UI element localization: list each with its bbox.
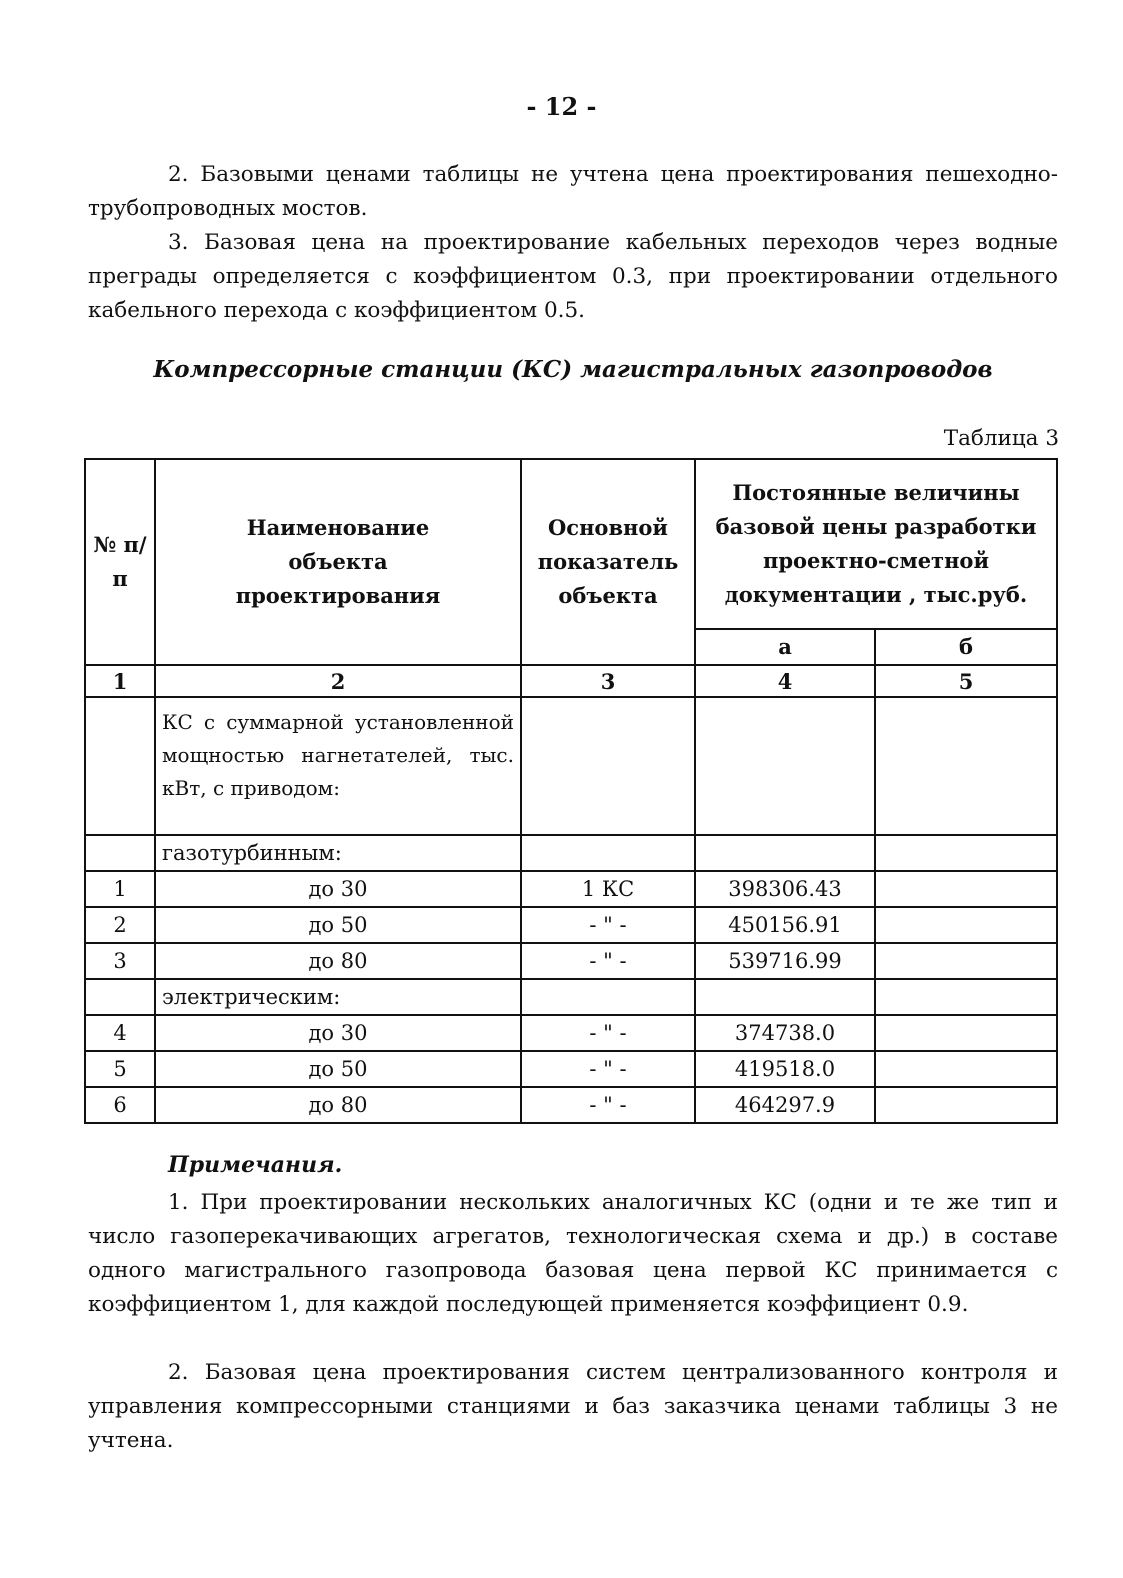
row-indicator: - " - [521, 1087, 695, 1123]
row-indicator: 1 КС [521, 871, 695, 907]
notes-title: Примечания. [168, 1152, 343, 1178]
row-value-b [875, 1051, 1057, 1087]
table-row [85, 943, 1057, 979]
table-row [85, 1015, 1057, 1051]
row-indicator: - " - [521, 943, 695, 979]
row-indicator: - " - [521, 907, 695, 943]
page-number: - 12 - [526, 92, 597, 121]
table-row [85, 907, 1057, 943]
group-label-row [85, 835, 1057, 871]
row-number: 5 [85, 1051, 155, 1087]
row-value-a: 374738.0 [695, 1015, 875, 1051]
price-table [84, 458, 1058, 1124]
row-value-a: 419518.0 [695, 1051, 875, 1087]
table-header-row [85, 459, 1057, 629]
header-number: № п/п [85, 459, 155, 665]
column-numbers-row [85, 665, 1057, 697]
table-row [85, 1087, 1057, 1123]
header-indicator: Основной показатель объекта [521, 459, 695, 665]
row-value-b [875, 1087, 1057, 1123]
row-name: до 30 [155, 1015, 521, 1051]
note-item-1: 1. При проектировании нескольких аналогичных КС (одни и те же тип и число газоперекачивающих агрегатов, технологическая схема и др.) в составе одного магистрального газопровода базовая цена первой КС принимается с коэффициентом 1, для каждой последующей применяется коэффициент 0.9. [88, 1190, 1058, 1317]
row-number: 2 [85, 907, 155, 943]
row-number: 6 [85, 1087, 155, 1123]
row-name: до 50 [155, 907, 521, 943]
table-row [85, 871, 1057, 907]
column-number: 5 [875, 665, 1057, 697]
row-indicator: - " - [521, 1051, 695, 1087]
group-label: электрическим: [155, 979, 521, 1015]
table-row [85, 1051, 1057, 1087]
paragraph-note-3: 3. Базовая цена на проектирование кабельных переходов через водные преграды определяется с коэффициентом 0.3, при проектировании отдельного кабельного перехода с коэффициентом 0.5. [88, 230, 1058, 323]
row-number: 3 [85, 943, 155, 979]
header-base-price: Постоянные величины базовой цены разработки проектно-сметной документации , тыс.руб. [695, 459, 1057, 629]
row-name: до 50 [155, 1051, 521, 1087]
row-number: 4 [85, 1015, 155, 1051]
row-value-a: 539716.99 [695, 943, 875, 979]
column-number: 2 [155, 665, 521, 697]
row-indicator: - " - [521, 1015, 695, 1051]
row-value-b [875, 871, 1057, 907]
row-value-a: 398306.43 [695, 871, 875, 907]
row-value-b [875, 1015, 1057, 1051]
header-object-name: Наименование объекта проектирования [155, 459, 521, 665]
note-item-2: 2. Базовая цена проектирования систем централизованного контроля и управления компрессорными станциями и баз заказчика ценами таблицы 3 не учтена. [88, 1360, 1058, 1453]
row-value-a: 450156.91 [695, 907, 875, 943]
header-col-b: б [875, 629, 1057, 665]
header-col-a: а [695, 629, 875, 665]
column-number: 4 [695, 665, 875, 697]
section-title: Компрессорные станции (КС) магистральных газопроводов [153, 356, 993, 383]
row-value-b [875, 943, 1057, 979]
column-number: 1 [85, 665, 155, 697]
row-name: до 80 [155, 1087, 521, 1123]
row-name: до 30 [155, 871, 521, 907]
paragraph-note-2: 2. Базовыми ценами таблицы не учтена цена проектирования пешеходно-трубопроводных мостов. [88, 162, 1058, 221]
row-name: до 80 [155, 943, 521, 979]
row-number: 1 [85, 871, 155, 907]
table-intro-row [85, 697, 1057, 835]
group-label: газотурбинным: [155, 835, 521, 871]
group-label-row [85, 979, 1057, 1015]
intro-text: КС с суммарной установленной мощностью нагнетателей, тыс. кВт, с приводом: [155, 697, 521, 835]
table-label: Таблица 3 [943, 426, 1059, 451]
row-value-a: 464297.9 [695, 1087, 875, 1123]
column-number: 3 [521, 665, 695, 697]
row-value-b [875, 907, 1057, 943]
